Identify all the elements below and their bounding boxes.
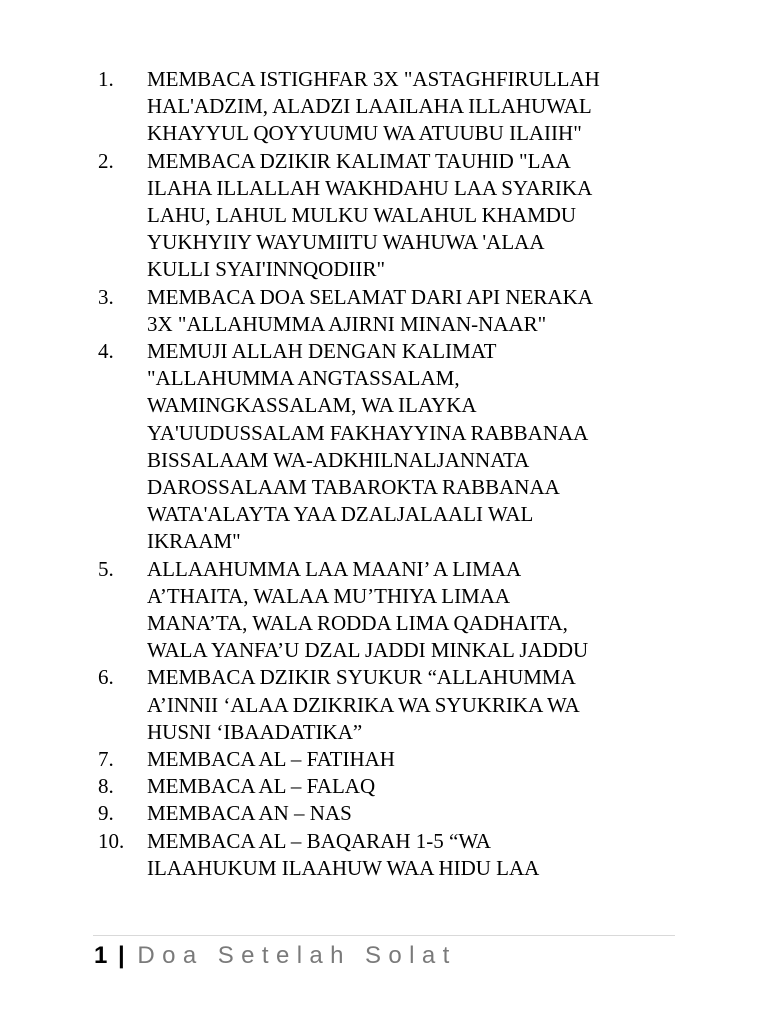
text-line: IKRAAM" xyxy=(147,529,241,554)
text-line: A’INNII ‘ALAA DZIKRIKA WA SYUKRIKA WA xyxy=(147,692,580,717)
list-item-text xyxy=(147,664,678,746)
list-item-number: 9. xyxy=(98,801,114,826)
list-item xyxy=(98,148,678,284)
list-item xyxy=(98,284,678,338)
list-item-number: 8. xyxy=(98,774,114,799)
text-line: KULLI SYAI'INNQODIIR" xyxy=(147,257,386,282)
list-item xyxy=(98,746,678,773)
text-line: ILAHA ILLALLAH WAKHDAHU LAA SYARIKA xyxy=(147,175,593,200)
text-line: MEMBACA AL – FALAQ xyxy=(147,774,376,799)
footer-page-number: 1 xyxy=(94,942,108,969)
text-line: MEMBACA DZIKIR KALIMAT TAUHID "LAA xyxy=(147,148,571,173)
list-item-text xyxy=(147,746,678,773)
text-line: MEMBACA DOA SELAMAT DARI API NERAKA xyxy=(147,284,593,309)
list-item xyxy=(98,773,678,800)
page-footer xyxy=(94,940,694,972)
text-line: MEMBACA AL – BAQARAH 1-5 “WA xyxy=(147,828,491,853)
list-item xyxy=(98,664,678,746)
text-line: MANA’TA, WALA RODDA LIMA QADHAITA, xyxy=(147,611,568,636)
footer-separator: | xyxy=(118,942,125,969)
text-line: MEMBACA AL – FATIHAH xyxy=(147,747,395,772)
text-line: MEMBACA DZIKIR SYUKUR “ALLAHUMMA xyxy=(147,665,576,690)
footer-title: Doa Setelah Solat xyxy=(137,942,457,969)
list-item-number: 7. xyxy=(98,747,114,772)
text-line: MEMBACA ISTIGHFAR 3X "ASTAGHFIRULLAH xyxy=(147,67,600,91)
text-line: ALLAAHUMMA LAA MAANI’ A LIMAA xyxy=(147,556,522,581)
list-item-number: 10. xyxy=(98,828,125,853)
list-item-text xyxy=(147,828,678,882)
list-item xyxy=(98,828,678,882)
text-line: ILAAHUKUM ILAAHUW WAA HIDU LAA xyxy=(147,855,540,880)
text-line: HUSNI ‘IBAADATIKA” xyxy=(147,719,363,744)
list-item-text xyxy=(147,338,678,556)
list-item-text xyxy=(147,284,678,338)
text-line: MEMUJI ALLAH DENGAN KALIMAT xyxy=(147,339,497,364)
text-line: "ALLAHUMMA ANGTASSALAM, xyxy=(147,366,460,391)
text-line: WATA'ALAYTA YAA DZALJALAALI WAL xyxy=(147,502,534,527)
text-line: MEMBACA AN – NAS xyxy=(147,801,352,826)
text-line: A’THAITA, WALAA MU’THIYA LIMAA xyxy=(147,583,511,608)
list-item-text xyxy=(147,66,678,148)
text-line: LAHU, LAHUL MULKU WALAHUL KHAMDU xyxy=(147,203,577,228)
list-item xyxy=(98,66,678,148)
list-item-number: 1. xyxy=(98,67,114,91)
list-item-number: 2. xyxy=(98,148,114,173)
list-item-text xyxy=(147,556,678,665)
text-line: BISSALAAM WA-ADKHILNALJANNATA xyxy=(147,447,530,472)
text-line: HAL'ADZIM, ALADZI LAAILAHA ILLAHUWAL xyxy=(147,94,592,119)
list-item-number: 5. xyxy=(98,556,114,581)
list-item xyxy=(98,556,678,665)
text-line: KHAYYUL QOYYUUMU WA ATUUBU ILAIIH" xyxy=(147,121,582,146)
list-item xyxy=(98,800,678,827)
list-item-text xyxy=(147,773,678,800)
list-item-number: 3. xyxy=(98,284,114,309)
list-item-text xyxy=(147,148,678,284)
text-line: WALA YANFA’U DZAL JADDI MINKAL JADDU xyxy=(147,638,589,663)
list-item xyxy=(98,338,678,556)
footer-divider xyxy=(93,935,675,936)
text-line: YUKHYIIY WAYUMIITU WAHUWA 'ALAA xyxy=(147,230,545,255)
text-line: DAROSSALAAM TABAROKTA RABBANAA xyxy=(147,475,560,500)
dzikir-list xyxy=(98,66,678,882)
list-item-number: 4. xyxy=(98,339,114,364)
text-line: 3X "ALLAHUMMA AJIRNI MINAN-NAAR" xyxy=(147,311,547,336)
list-item-text xyxy=(147,800,678,827)
list-item-number: 6. xyxy=(98,665,114,690)
text-line: YA'UUDUSSALAM FAKHAYYINA RABBANAA xyxy=(147,420,589,445)
text-line: WAMINGKASSALAM, WA ILAYKA xyxy=(147,393,477,418)
